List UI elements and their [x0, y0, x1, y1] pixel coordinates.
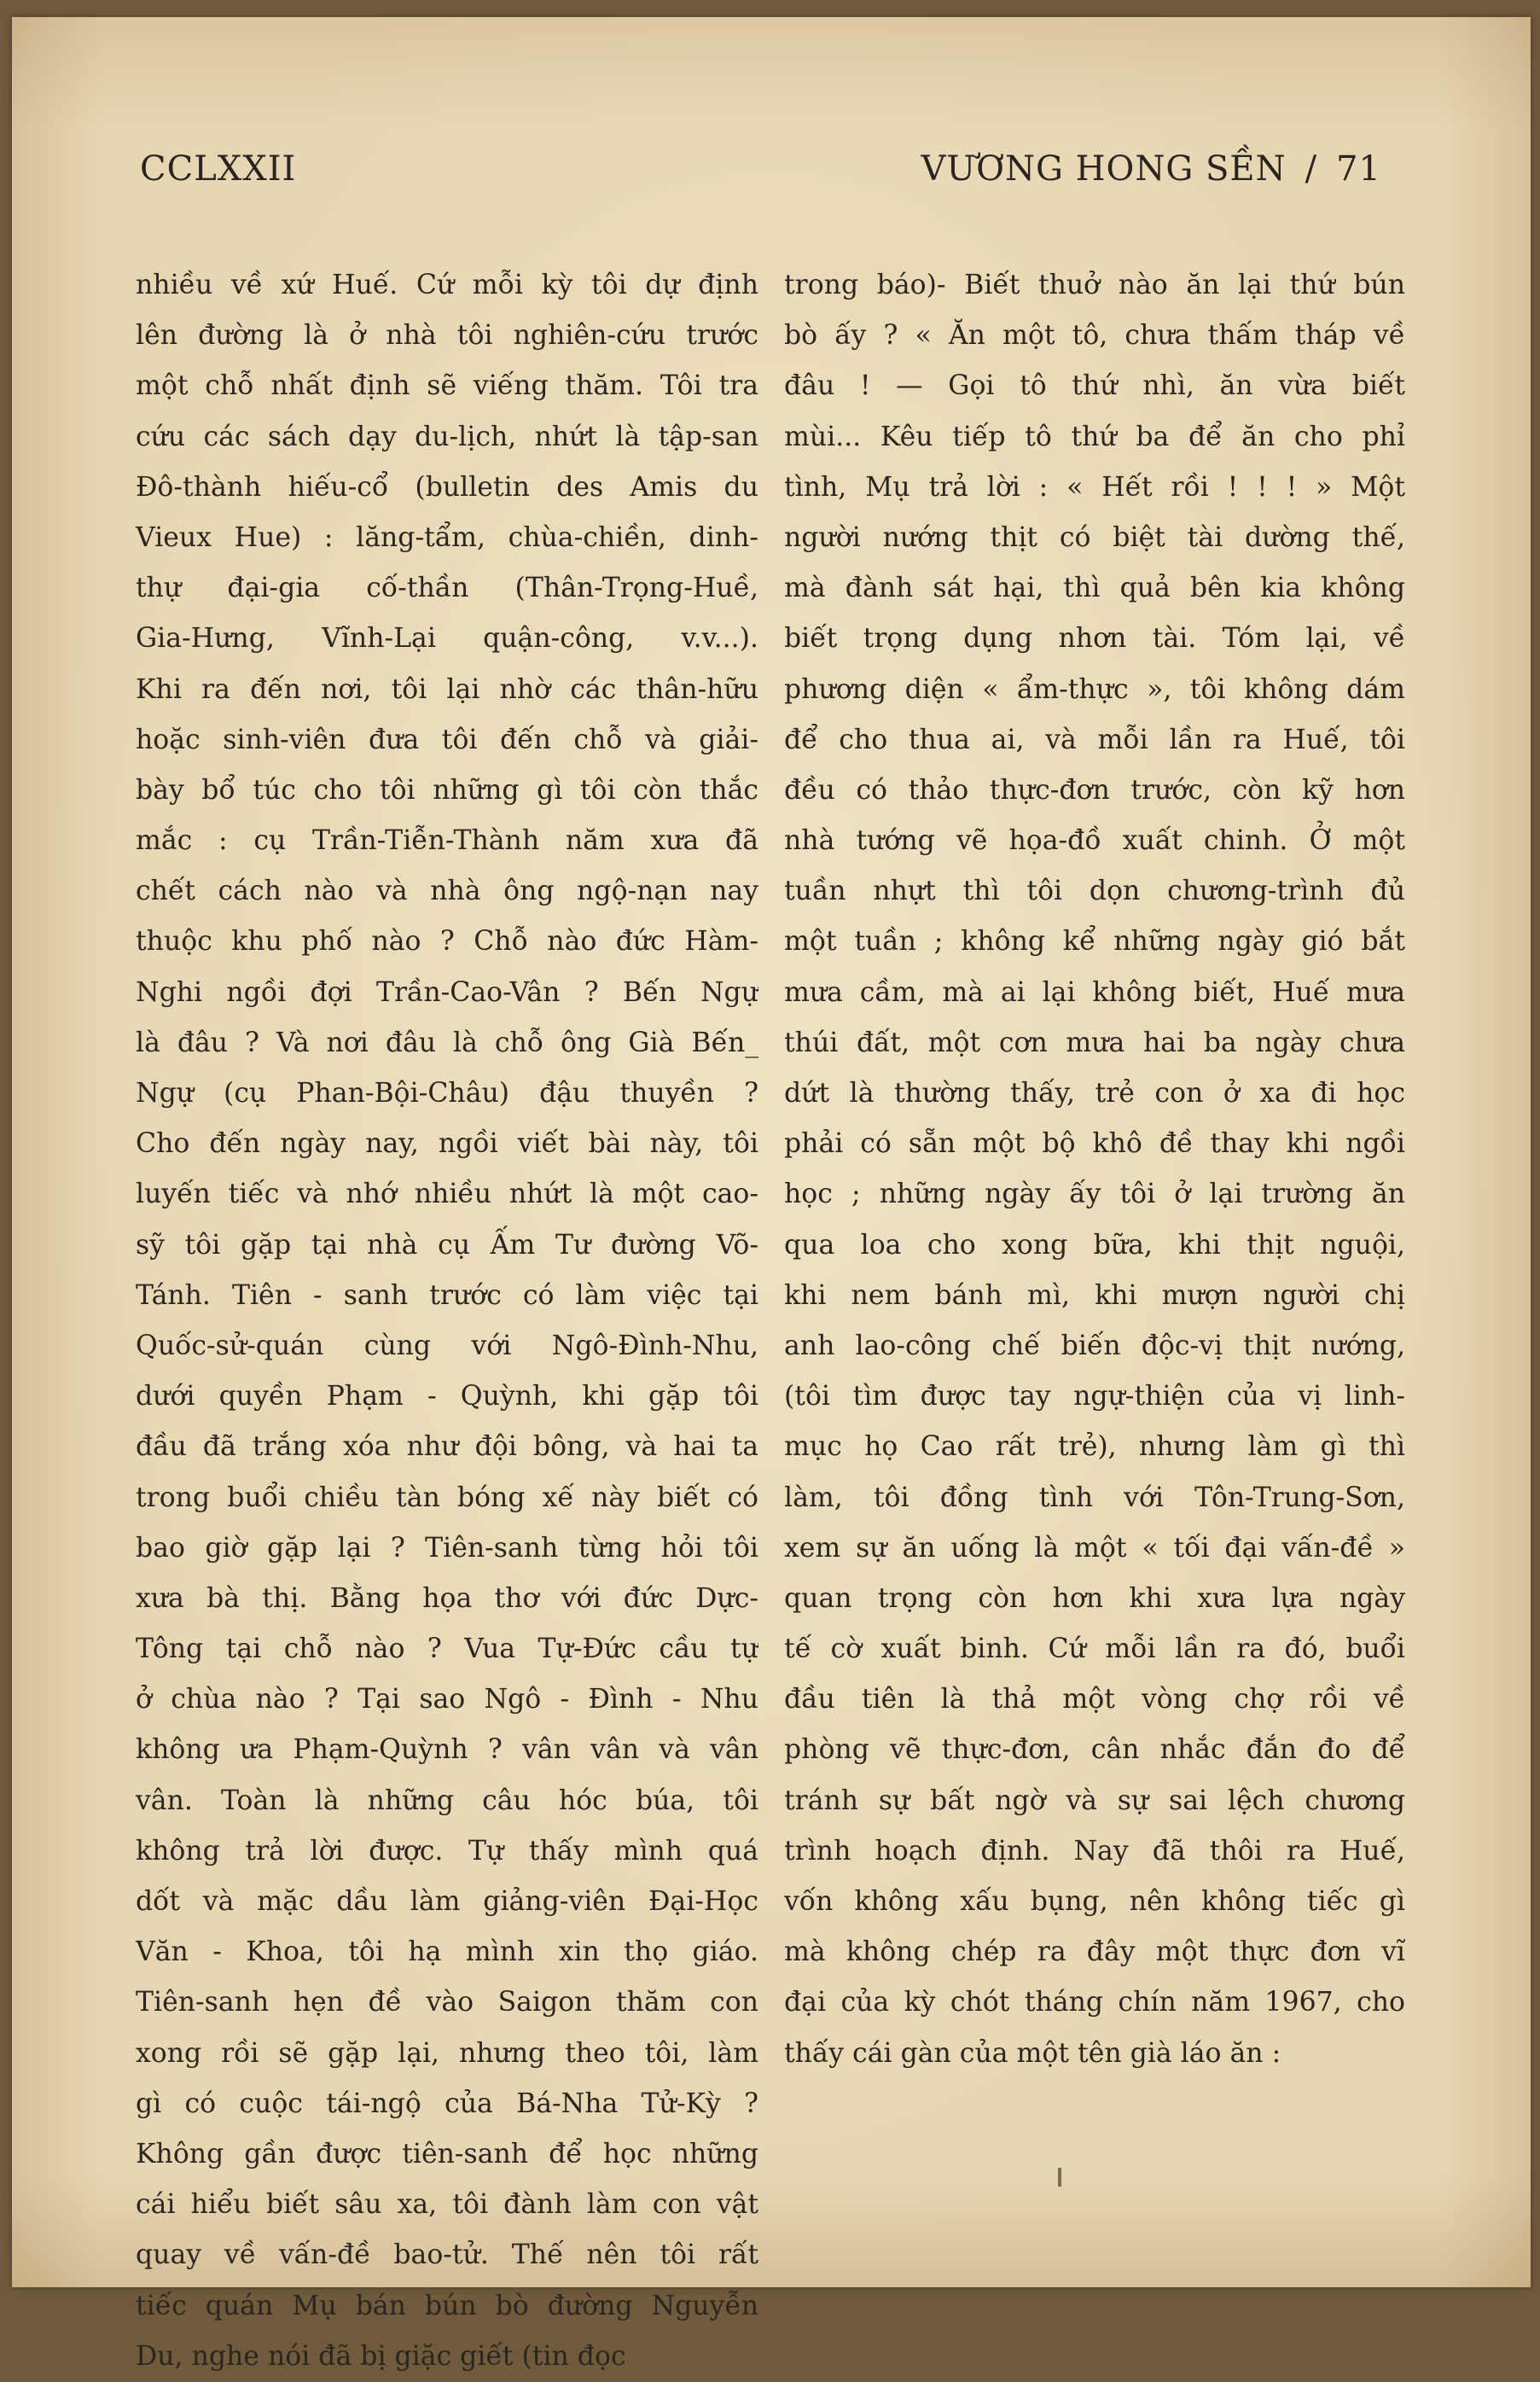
text-line: đâu ! — Gọi tô thứ nhì, ăn vừa biết	[784, 370, 1405, 402]
text-line: phải có sẵn một bộ khô đề thay khi ngồi	[784, 1128, 1405, 1160]
text-line: Gia-Hưng, Vĩnh-Lại quận-công, v.v...).	[136, 623, 758, 655]
text-line: Cho đến ngày nay, ngồi viết bài này, tôi	[136, 1128, 758, 1160]
text-line: chết cách nào và nhà ông ngộ-nạn nay	[136, 876, 758, 907]
text-line: dưới quyền Phạm - Quỳnh, khi gặp tôi	[136, 1381, 758, 1412]
text-line: bày bổ túc cho tôi những gì tôi còn thắc	[136, 774, 758, 806]
text-line: mắc : cụ Trần-Tiễn-Thành năm xưa đã	[136, 825, 758, 857]
text-line: dứt là thường thấy, trẻ con ở xa đi học	[784, 1078, 1405, 1109]
left-text-column	[136, 260, 758, 2382]
text-line: không trả lời được. Tự thấy mình quá	[136, 1835, 758, 1867]
text-line: tuần nhựt thì tôi dọn chương-trình đủ	[784, 876, 1405, 907]
text-line: cứu các sách dạy du-lịch, nhứt là tập-san	[136, 421, 758, 452]
text-line: Quốc-sử-quán cùng với Ngô-Đình-Nhu,	[136, 1330, 758, 1361]
text-line: thự đại-gia cố-thần (Thân-Trọng-Huề,	[136, 573, 758, 604]
text-line: quan trọng còn hơn khi xưa lựa ngày	[784, 1582, 1405, 1614]
text-line: phương diện « ẩm-thực », tôi không dám	[784, 673, 1405, 705]
text-line: Du, nghe nói đã bị giặc giết (tin đọc	[136, 2340, 626, 2372]
text-line: biết trọng dụng nhơn tài. Tóm lại, về	[784, 623, 1405, 655]
text-line: đại của kỳ chót tháng chín năm 1967, cho	[784, 1987, 1405, 2018]
text-line: mà không chép ra đây một thực đơn vĩ	[784, 1936, 1405, 1968]
page-number: 71	[1336, 149, 1381, 189]
print-mark	[1058, 2168, 1061, 2187]
text-line: Văn - Khoa, tôi hạ mình xin thọ giáo.	[136, 1936, 758, 1968]
text-line: mà đành sát hại, thì quả bên kia không	[784, 573, 1405, 604]
text-line: khi nem bánh mì, khi mượn người chị	[784, 1279, 1405, 1311]
text-line: đầu đã trắng xóa như đội bông, và hai ta	[136, 1431, 758, 1463]
book-page	[12, 17, 1531, 2372]
text-line: một tuần ; không kể những ngày gió bắt	[784, 926, 1405, 958]
header-separator: /	[1305, 149, 1318, 189]
text-line: gì có cuộc tái-ngộ của Bá-Nha Tử-Kỳ ?	[136, 2088, 758, 2119]
text-line: Ngự (cụ Phan-Bội-Châu) đậu thuyền ?	[136, 1078, 758, 1109]
text-line: phòng vẽ thực-đơn, cân nhắc đắn đo để	[784, 1734, 1405, 1766]
text-line: tế cờ xuất binh. Cứ mỗi lần ra đó, buổi	[784, 1634, 1405, 1665]
text-line: qua loa cho xong bữa, khi thịt nguội,	[784, 1229, 1405, 1261]
text-line: lên đường là ở nhà tôi nghiên-cứu trước	[136, 320, 758, 352]
text-line: tránh sự bất ngờ và sự sai lệch chương	[784, 1785, 1405, 1816]
page-header	[140, 149, 1381, 201]
text-line: quay về vấn-đề bao-tử. Thế nên tôi rất	[136, 2239, 758, 2271]
text-line: vốn không xấu bụng, nên không tiếc gì	[784, 1886, 1405, 1917]
text-line: Tông tại chỗ nào ? Vua Tự-Đức cầu tự	[136, 1634, 758, 1665]
text-line: là đâu ? Và nơi đâu là chỗ ông Già Bến_	[136, 1027, 758, 1058]
text-line: cái hiểu biết sâu xa, tôi đành làm con vật	[136, 2189, 758, 2221]
text-line: tiếc quán Mụ bán bún bò đường Nguyễn	[136, 2290, 758, 2321]
text-line: trong báo)- Biết thuở nào ăn lại thứ bún	[784, 270, 1405, 300]
text-line: ở chùa nào ? Tại sao Ngô - Đình - Nhu	[136, 1684, 758, 1715]
author-name: VƯƠNG HONG SỀN	[921, 149, 1287, 189]
running-title	[921, 149, 1381, 189]
text-line: Tánh. Tiên - sanh trước có làm việc tại	[136, 1279, 758, 1311]
text-line: trong buổi chiều tàn bóng xế này biết có	[136, 1482, 758, 1513]
text-line: Tiên-sanh hẹn đề vào Saigon thăm con	[136, 1987, 758, 2018]
text-line: mùi... Kêu tiếp tô thứ ba để ăn cho phỉ	[784, 421, 1405, 452]
text-line: thuộc khu phố nào ? Chỗ nào đức Hàm-	[136, 926, 758, 958]
text-line: tình, Mụ trả lời : « Hết rồi ! ! ! » Một	[784, 471, 1405, 503]
text-line: Đô-thành hiếu-cổ (bulletin des Amis du	[136, 471, 758, 503]
text-line: xong rồi sẽ gặp lại, nhưng theo tôi, làm	[136, 2037, 758, 2069]
text-line: mục họ Cao rất trẻ), nhưng làm gì thì	[784, 1431, 1405, 1463]
text-line: vân. Toàn là những câu hóc búa, tôi	[136, 1785, 758, 1816]
text-line: Không gần được tiên-sanh để học những	[136, 2138, 758, 2169]
text-line: học ; những ngày ấy tôi ở lại trường ăn	[784, 1179, 1405, 1210]
text-line: đầu tiên là thả một vòng chợ rồi về	[784, 1684, 1405, 1715]
text-line: người nướng thịt có biệt tài dường thế,	[784, 521, 1405, 553]
text-line: để cho thua ai, và mỗi lần ra Huế, tôi	[784, 724, 1405, 755]
text-line: dốt và mặc dầu làm giảng-viên Đại-Học	[136, 1886, 758, 1917]
text-line: Khi ra đến nơi, tôi lại nhờ các thân-hữu	[136, 673, 758, 705]
text-line: làm, tôi đồng tình với Tôn-Trung-Sơn,	[784, 1482, 1405, 1513]
text-line: luyến tiếc và nhớ nhiều nhứt là một cao-	[136, 1179, 758, 1210]
text-line: sỹ tôi gặp tại nhà cụ Ấm Tư đường Võ-	[136, 1229, 758, 1261]
text-line: trình hoạch định. Nay đã thôi ra Huế,	[784, 1835, 1405, 1867]
text-line: (tôi tìm được tay ngự-thiện của vị linh-	[784, 1381, 1405, 1412]
text-line: Vieux Hue) : lăng-tẩm, chùa-chiền, dinh-	[136, 521, 758, 553]
text-line: xem sự ăn uống là một « tối đại vấn-đề »	[784, 1532, 1405, 1564]
text-line: đều có thảo thực-đơn trước, còn kỹ hơn	[784, 774, 1405, 806]
right-text-column	[784, 260, 1405, 2079]
text-line: bao giờ gặp lại ? Tiên-sanh từng hỏi tôi	[136, 1532, 758, 1564]
text-line: nhà tướng vẽ họa-đồ xuất chinh. Ở một	[784, 825, 1405, 857]
text-line: anh lao-công chế biến độc-vị thịt nướng,	[784, 1330, 1405, 1361]
text-line: không ưa Phạm-Quỳnh ? vân vân và vân	[136, 1734, 758, 1766]
text-line: Nghi ngồi đợi Trần-Cao-Vân ? Bến Ngự	[136, 976, 758, 1008]
text-line: mưa cầm, mà ai lại không biết, Huế mưa	[784, 976, 1405, 1008]
section-number: CCLXXII	[140, 149, 297, 189]
text-line: xưa bà thị. Bằng họa thơ với đức Dực-	[136, 1582, 758, 1614]
text-line: bò ấy ? « Ăn một tô, chưa thấm tháp về	[784, 320, 1405, 352]
text-line: thúi đất, một cơn mưa hai ba ngày chưa	[784, 1027, 1405, 1058]
text-line: thấy cái gàn của một tên già láo ăn :	[784, 2037, 1281, 2069]
text-line: một chỗ nhất định sẽ viếng thăm. Tôi tra	[136, 370, 758, 402]
text-line: hoặc sinh-viên đưa tôi đến chỗ và giải-	[136, 724, 758, 755]
text-line: nhiều về xứ Huế. Cứ mỗi kỳ tôi dự định	[136, 270, 758, 300]
